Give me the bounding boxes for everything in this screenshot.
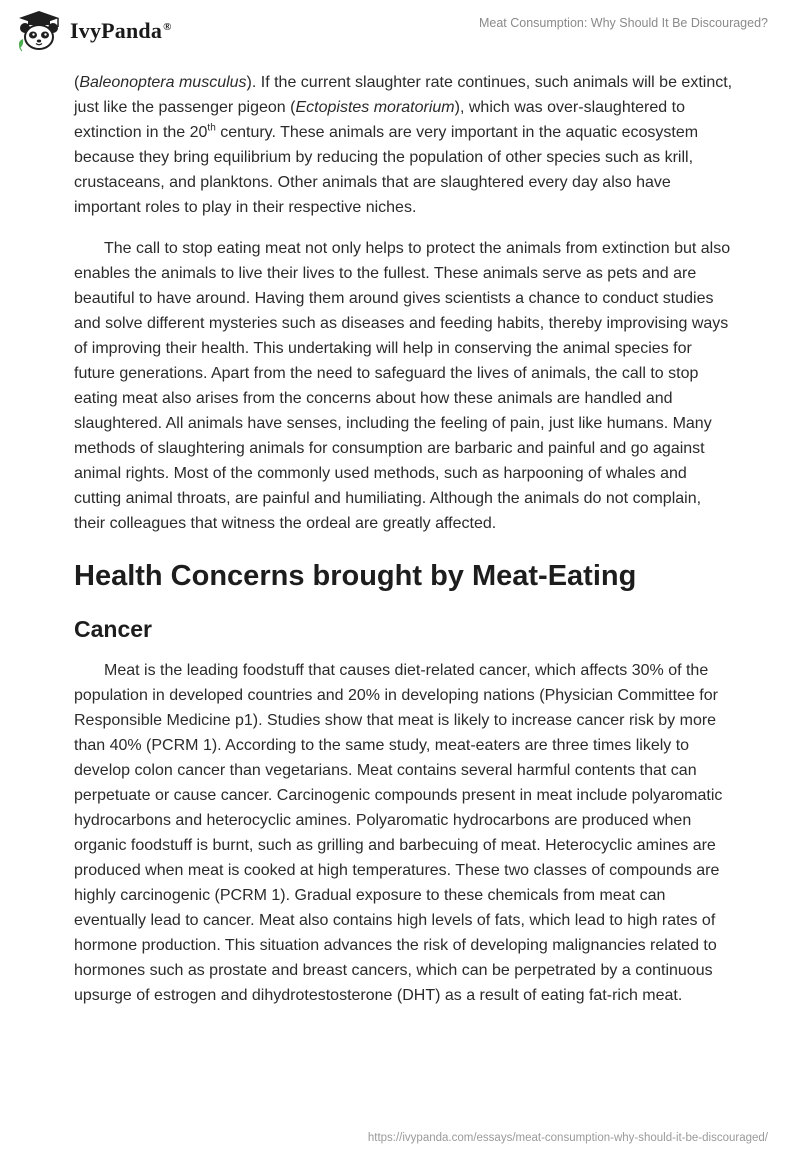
paragraph-3: Meat is the leading foodstuff that causes diet-related cancer, which affects 30% of the population in developed countries and 20% in developing nations (Physician Committee for Responsible Medicine p1). Studies show that meat is likely to increase cancer risk by more than 40% (PCRM 1). According to the same study, meat-eaters are three times likely to develop colon cancer than vegetarians. Meat contains several harmful contents that can perpetuate or cause cancer. Carcinogenic compounds present in meat include polyaromatic hydrocarbons and heterocyclic amines. Polyaromatic hydrocarbons are produced when organic foodstuff is burnt, such as grilling and barbecuing of meat. Heterocyclic amines are produced when meat is cooked at high temperatures. These two classes of compounds are highly carcinogenic (PCRM 1). Gradual exposure to these chemicals from meat can eventually lead to cancer. Meat also contains high levels of fats, which lead to high rates of hormone production. This situation advances the risk of developing malignancies related to hormones such as prostate and breast cancers, which can be perpetrated by a continuous upsurge of estrogen and dihydrotestosterone (DHT) as a result of eating fat-rich meat. — [74, 662, 723, 1004]
paragraph-1: (Baleonoptera musculus). If the current slaughter rate continues, such animals will be extinct, just like the passenger pigeon (Ectopistes moratorium), which was over-slaughtered to extinction in the 20th century. These animals are very important in the aquatic ecosystem because they bring equilibrium by reducing the population of other species such as krill, crustaceans, and planktons. Other animals that are slaughtered every day also have important roles to play in their respective niches. — [74, 74, 733, 216]
paragraph-2: The call to stop eating meat not only helps to protect the animals from extinction but also enables the animals to live their lives to the fullest. These animals serve as pets and are beautiful to have around. Having them around gives scientists a chance to conduct studies and solve different mysteries such as diseases and feeding habits, thereby improvising ways of improving their health. This undertaking will help in conserving the animal species for future generations. Apart from the need to safeguard the lives of animals, the call to stop eating meat also arises from the concerns about how these animals are handled and slaughtered. All animals have senses, including the feeling of pain, just like humans. Many methods of slaughtering animals for consumption are barbaric and painful and go against animal rights. Most of the commonly used methods, such as harpooning of whales and cutting animal throats, are painful and humiliating. Although the animals do not complain, their colleagues that witness the ordeal are greatly affected. — [74, 240, 731, 532]
panda-graduate-icon — [14, 10, 64, 52]
section-heading: Health Concerns brought by Meat-Eating — [74, 560, 637, 592]
species-name-blue-whale: Baleonoptera musculus — [79, 74, 247, 91]
page-header — [0, 0, 800, 62]
subsection-heading: Cancer — [74, 616, 152, 642]
species-name-passenger-pigeon: Ectopistes moratorium — [295, 99, 455, 116]
brand-name: IvyPanda® — [70, 18, 172, 43]
registered-mark: ® — [163, 20, 172, 33]
brand-logo[interactable] — [14, 10, 172, 52]
ordinal-suffix: th — [207, 122, 216, 134]
source-url[interactable]: https://ivypanda.com/essays/meat-consumption-why-should-it-be-discouraged/ — [367, 1132, 768, 1144]
document-title: Meat Consumption: Why Should It Be Discouraged? — [478, 16, 768, 30]
essay-body — [74, 70, 734, 1008]
